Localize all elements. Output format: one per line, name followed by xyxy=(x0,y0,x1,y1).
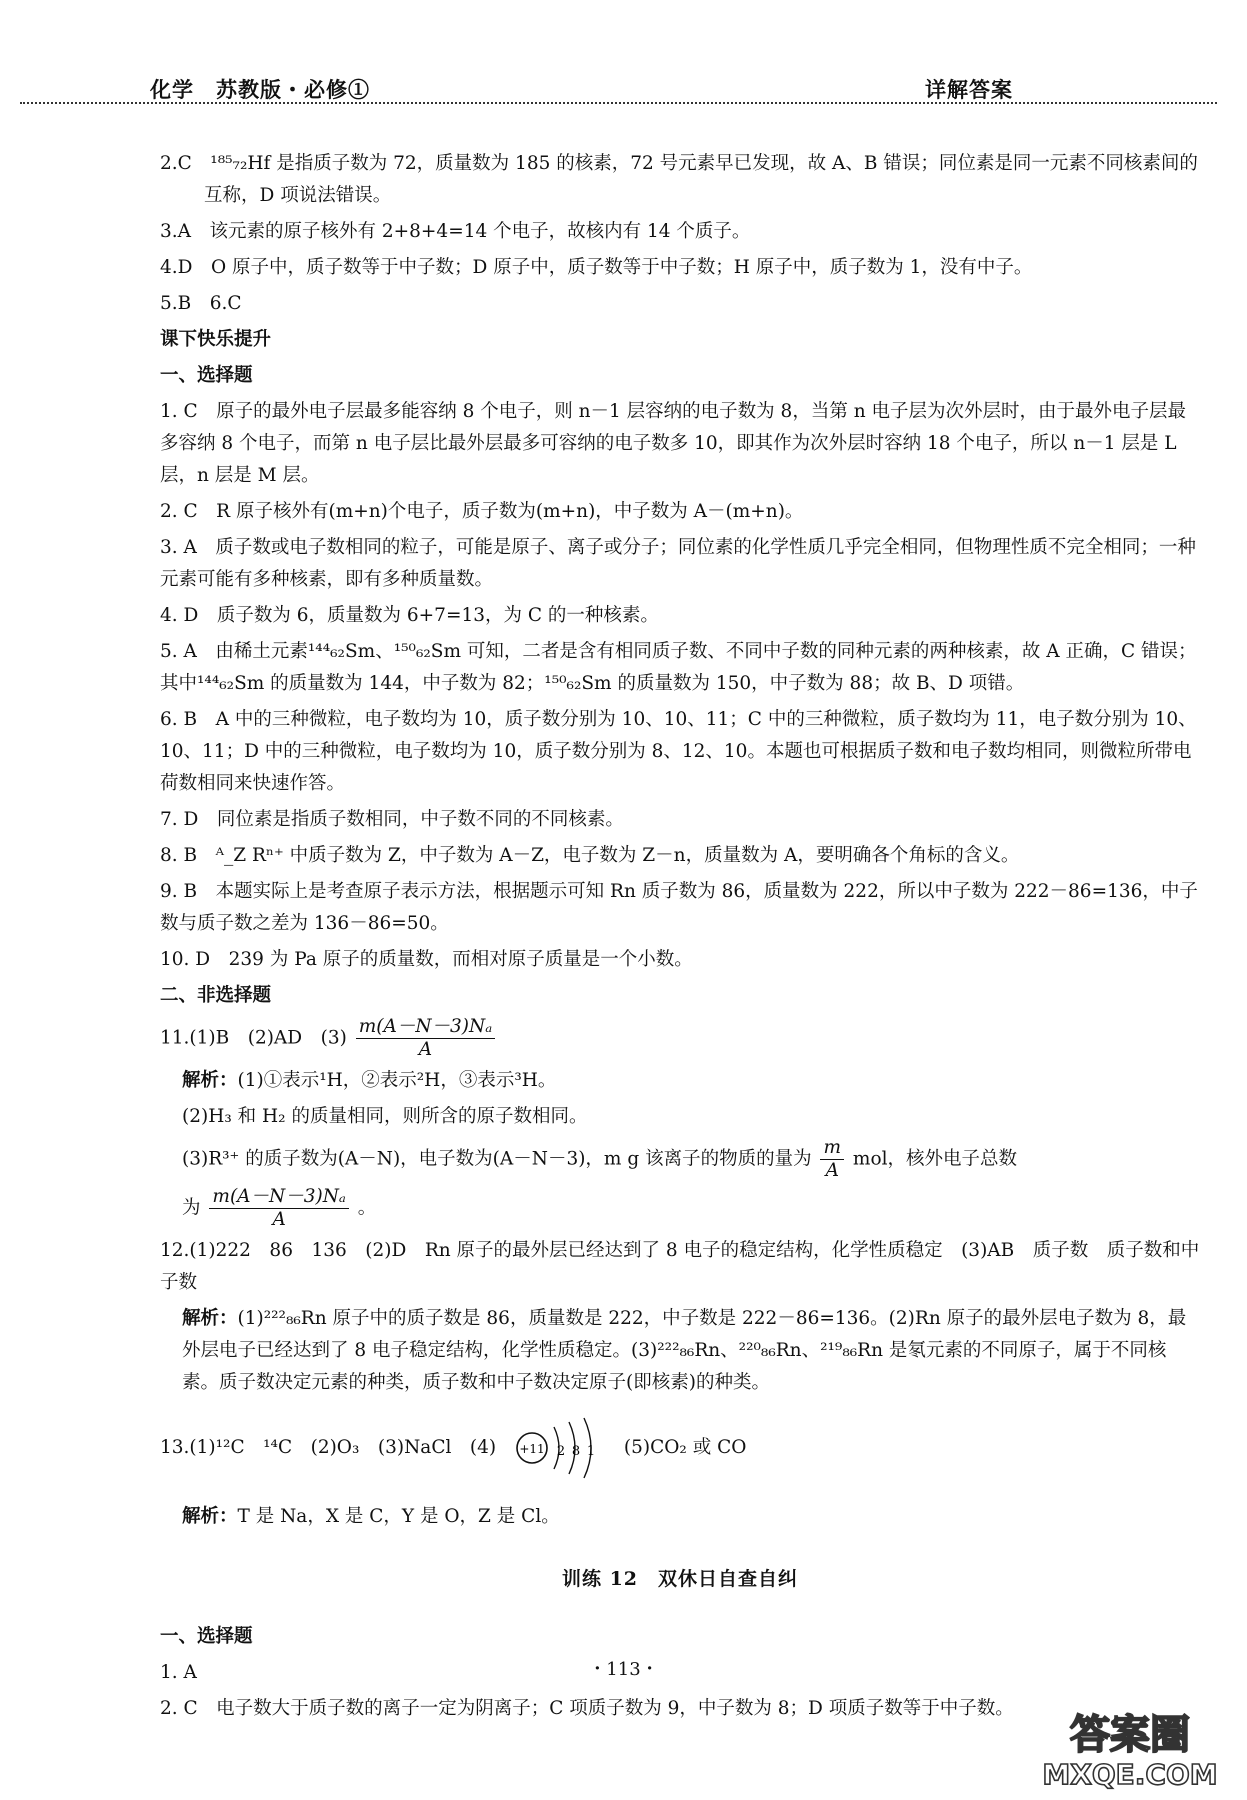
page-number: ・113・ xyxy=(588,1659,659,1680)
question-5: 5. A 由稀土元素¹⁴⁴₆₂Sm、¹⁵⁰₆₂Sm 可知，二者是含有相同质子数、不同中子数的同种元素的两种核素，故 A 正确，C 错误；其中¹⁴⁴₆₂Sm 的质量数为 144，中子数为 82；¹⁵⁰₆₂Sm 的质量数为 150，中子数为 88；故 B、D 项错。 xyxy=(160,641,1197,694)
q11-answers: 11.(1)B (2)AD (3) xyxy=(160,1027,347,1049)
analysis-text: (1)①表示¹H，②表示²H，③表示³H。 xyxy=(237,1070,557,1091)
analysis-line: (2)H₃ 和 H₂ 的质量相同，则所含的原子数相同。 xyxy=(182,1106,588,1127)
analysis-label: 解析： xyxy=(182,1070,238,1091)
question-11 xyxy=(160,1016,1200,1061)
fraction xyxy=(356,1016,495,1061)
answer-3: 3.A 该元素的原子核外有 2+8+4=14 个电子，故核内有 14 个质子。 xyxy=(160,221,751,242)
analysis-label: 解析： xyxy=(182,1308,238,1329)
analysis xyxy=(160,1303,1200,1399)
question-13 xyxy=(160,1409,1200,1487)
analysis-line xyxy=(160,1137,1200,1182)
question-1: 1. C 原子的最外电子层最多能容纳 8 个电子，则 n－1 层容纳的电子数为 8，当第 n 电子层为次外层时，由于最外电子层最多容纳 8 个电子，而第 n 电子层比最外层最多可容纳的电子数多 10，即其作为次外层时容纳 18 个电子，所以 n－1 层是 L 层，n 层是 M 层。 xyxy=(160,401,1186,486)
question-2: 2. C R 原子核外有(m+n)个电子，质子数为(m+n)，中子数为 A－(m+n)。 xyxy=(160,501,804,522)
svg-text:1: 1 xyxy=(586,1444,596,1459)
analysis-text: 为 xyxy=(182,1197,201,1219)
fraction-denominator: A xyxy=(272,1209,286,1230)
question-6: 6. B A 中的三种微粒，电子数均为 10，质子数分别为 10、10、11；C 中的三种微粒，质子数均为 11，电子数分别为 10、10、11；D 中的三种微粒，电子数均为 10，质子数分别为 8、12、10。本题也可根据质子数和电子数均相同，则微粒所带电荷数相同来快速作答。 xyxy=(160,709,1197,794)
svg-text:答案圈: 答案圈 xyxy=(1070,1712,1190,1758)
question-3: 3. A 质子数或电子数相同的粒子，可能是原子、离子或分子；同位素的化学性质几乎完全相同，但物理性质不完全相同；一种元素可能有多种核素，即有多种质量数。 xyxy=(160,537,1196,590)
watermark-logo xyxy=(1030,1700,1230,1790)
fraction-numerator: m(A－N－3)Nₐ xyxy=(209,1186,348,1209)
header xyxy=(20,62,1217,102)
fraction-numerator: m xyxy=(820,1137,844,1160)
review-answer-1: 1. A xyxy=(160,1662,197,1683)
fraction-numerator: m(A－N－3)Nₐ xyxy=(356,1016,495,1039)
fraction xyxy=(820,1137,844,1182)
nucleus-charge: +11 xyxy=(519,1442,545,1456)
question-8: 8. B ᴬ_Z Rⁿ⁺ 中质子数为 Z，中子数为 A－Z，电子数为 Z－n，质量数为 A，要明确各个角标的含义。 xyxy=(160,845,1020,866)
header-left: 化学 苏教版・必修① xyxy=(150,77,370,102)
fraction xyxy=(209,1186,348,1231)
section-title: 训练 12 双休日自查自纠 xyxy=(561,1568,799,1590)
answer-2: 2.C ¹⁸⁵₇₂Hf 是指质子数为 72，质量数为 185 的核素，72 号元素早已发现，故 A、B 错误；同位素是同一元素不同核素间的互称，D 项说法错误。 xyxy=(160,153,1198,206)
svg-text:2: 2 xyxy=(556,1444,566,1459)
question-10: 10. D 239 为 Pa 原子的质量数，而相对原子质量是一个小数。 xyxy=(160,949,693,970)
section-heading: 二、非选择题 xyxy=(160,985,272,1006)
atom-structure-diagram xyxy=(510,1415,610,1481)
fraction-denominator: A xyxy=(825,1160,839,1181)
analysis-text: T 是 Na，X 是 C，Y 是 O，Z 是 Cl。 xyxy=(237,1506,560,1527)
analysis-line xyxy=(160,1186,1200,1231)
analysis-text: (1)²²²₈₆Rn 原子中的质子数是 86，质量数是 222，中子数是 222－86=136。(2)Rn 原子的最外层电子数为 8，最外层电子已经达到了 8 电子稳定结构，化学性质稳定。(3)²²²₈₆Rn、²²⁰₈₆Rn、²¹⁹₈₆Rn 是氡元素的不同原子，属于不同核素。质子数决定元素的种类，质子数和中子数决定原子(即核素)的种类。 xyxy=(182,1308,1187,1393)
question-12: 12.(1)222 86 136 (2)D Rn 原子的最外层已经达到了 8 电子的稳定结构，化学性质稳定 (3)AB 质子数 质子数和中子数 xyxy=(160,1240,1200,1293)
question-7: 7. D 同位素是指质子数相同，中子数不同的不同核素。 xyxy=(160,809,624,830)
fraction-denominator: A xyxy=(418,1039,433,1060)
answer-5-6: 5.B 6.C xyxy=(160,293,242,314)
analysis xyxy=(160,1501,1200,1533)
review-answer-2: 2. C 电子数大于质子数的离子一定为阴离子；C 项质子数为 9，中子数为 8；D 项质子数等于中子数。 xyxy=(160,1698,1014,1719)
answer-4: 4.D O 原子中，质子数等于中子数；D 原子中，质子数等于中子数；H 原子中，质子数为 1，没有中子。 xyxy=(160,257,1033,278)
analysis-text: 。 xyxy=(357,1197,377,1219)
svg-text:8: 8 xyxy=(571,1444,581,1459)
analysis-label: 解析： xyxy=(182,1506,238,1527)
question-9: 9. B 本题实际上是考查原子表示方法，根据题示可知 Rn 质子数为 86，质量数为 222，所以中子数为 222－86=136，中子数与质子数之差为 136－86=50。 xyxy=(160,881,1198,934)
svg-text:MXQE.COM: MXQE.COM xyxy=(1042,1758,1218,1790)
section-heading: 一、选择题 xyxy=(160,365,253,386)
header-rule xyxy=(20,102,1217,104)
q13-answers: 13.(1)¹²C ¹⁴C (2)O₃ (3)NaCl (4) xyxy=(160,1437,497,1458)
header-right: 详解答案 xyxy=(925,77,1013,102)
section-heading: 一、选择题 xyxy=(160,1626,253,1647)
q13-answers-tail: (5)CO₂ 或 CO xyxy=(623,1437,747,1458)
content xyxy=(160,148,1200,1729)
section-heading: 课下快乐提升 xyxy=(160,329,272,350)
question-4: 4. D 质子数为 6，质量数为 6+7=13，为 C 的一种核素。 xyxy=(160,605,659,626)
analysis-text: (3)R³⁺ 的质子数为(A－N)，电子数为(A－N－3)，m g 该离子的物质的量为 xyxy=(182,1148,812,1170)
analysis-text: mol，核外电子总数 xyxy=(852,1148,1018,1170)
analysis xyxy=(160,1065,1200,1097)
